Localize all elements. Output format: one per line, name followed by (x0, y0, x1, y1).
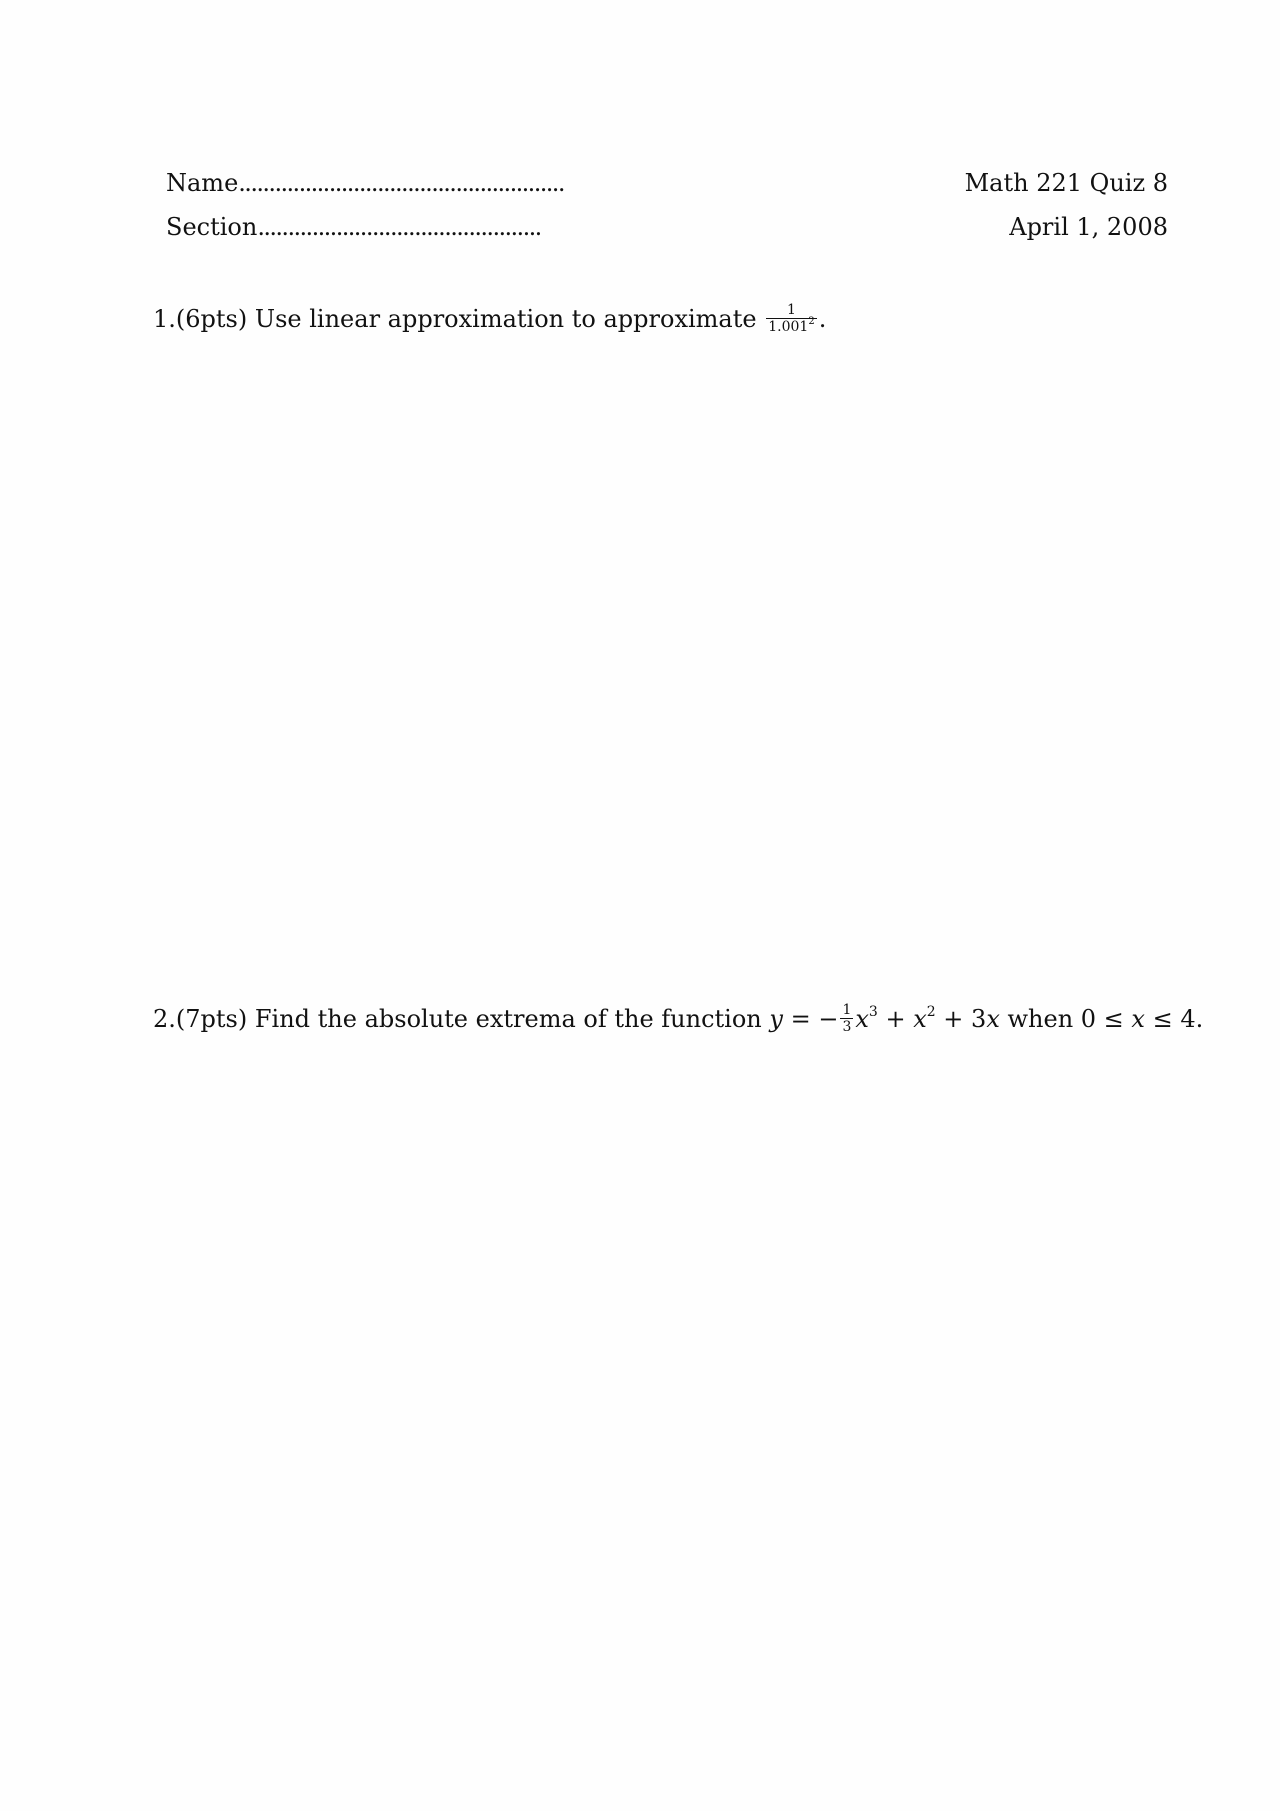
question-2-term1-var: x (855, 1005, 869, 1033)
name-label: Name (166, 169, 239, 197)
question-2-number: 2. (153, 1005, 176, 1033)
question-1-text: Use linear approximation to approximate (254, 305, 757, 333)
question-2-cond-var: x (1131, 1005, 1145, 1033)
question-2-when: when (999, 1005, 1081, 1033)
question-1-denominator-base: 1.001 (768, 319, 809, 335)
question-2-text: Find the absolute extrema of the function (254, 1005, 762, 1033)
course-title: Math 221 Quiz 8 (964, 169, 1168, 197)
question-2-fraction (840, 1003, 853, 1034)
question-2-cond-left: 0 ≤ (1080, 1005, 1132, 1033)
question-2-term1-exp: 3 (868, 1004, 878, 1020)
question-2-cond-right: ≤ 4. (1144, 1005, 1204, 1033)
question-2-term2-var: x (913, 1005, 927, 1033)
question-1-fraction-denominator (766, 316, 816, 335)
name-line (166, 168, 564, 198)
question-1-fraction (766, 303, 816, 334)
section-line (166, 212, 541, 242)
question-2-points: (7pts) (175, 1005, 248, 1033)
question-2-term3-var: x (986, 1005, 1000, 1033)
question-2-y: y (769, 1005, 783, 1033)
name-dots: ...................................................... (238, 169, 564, 197)
question-1-end: . (818, 305, 827, 333)
question-2-equals: = − (782, 1005, 839, 1033)
section-dots: ............................................... (257, 213, 541, 241)
question-1 (153, 304, 826, 336)
question-2-frac-num: 1 (842, 1002, 852, 1018)
question-1-number: 1. (153, 305, 176, 333)
question-1-points: (6pts) (175, 305, 248, 333)
question-2-term2-exp: 2 (926, 1004, 936, 1020)
quiz-date: April 1, 2008 (1009, 213, 1168, 241)
question-2-plus1: + (877, 1005, 914, 1033)
question-1-fraction-numerator: 1 (766, 303, 816, 319)
section-label: Section (166, 213, 258, 241)
question-2 (153, 1004, 1203, 1036)
question-2-plus2: + 3 (935, 1005, 987, 1033)
question-2-frac-den: 3 (842, 1019, 852, 1035)
question-1-denominator-exponent: 2 (808, 316, 815, 328)
